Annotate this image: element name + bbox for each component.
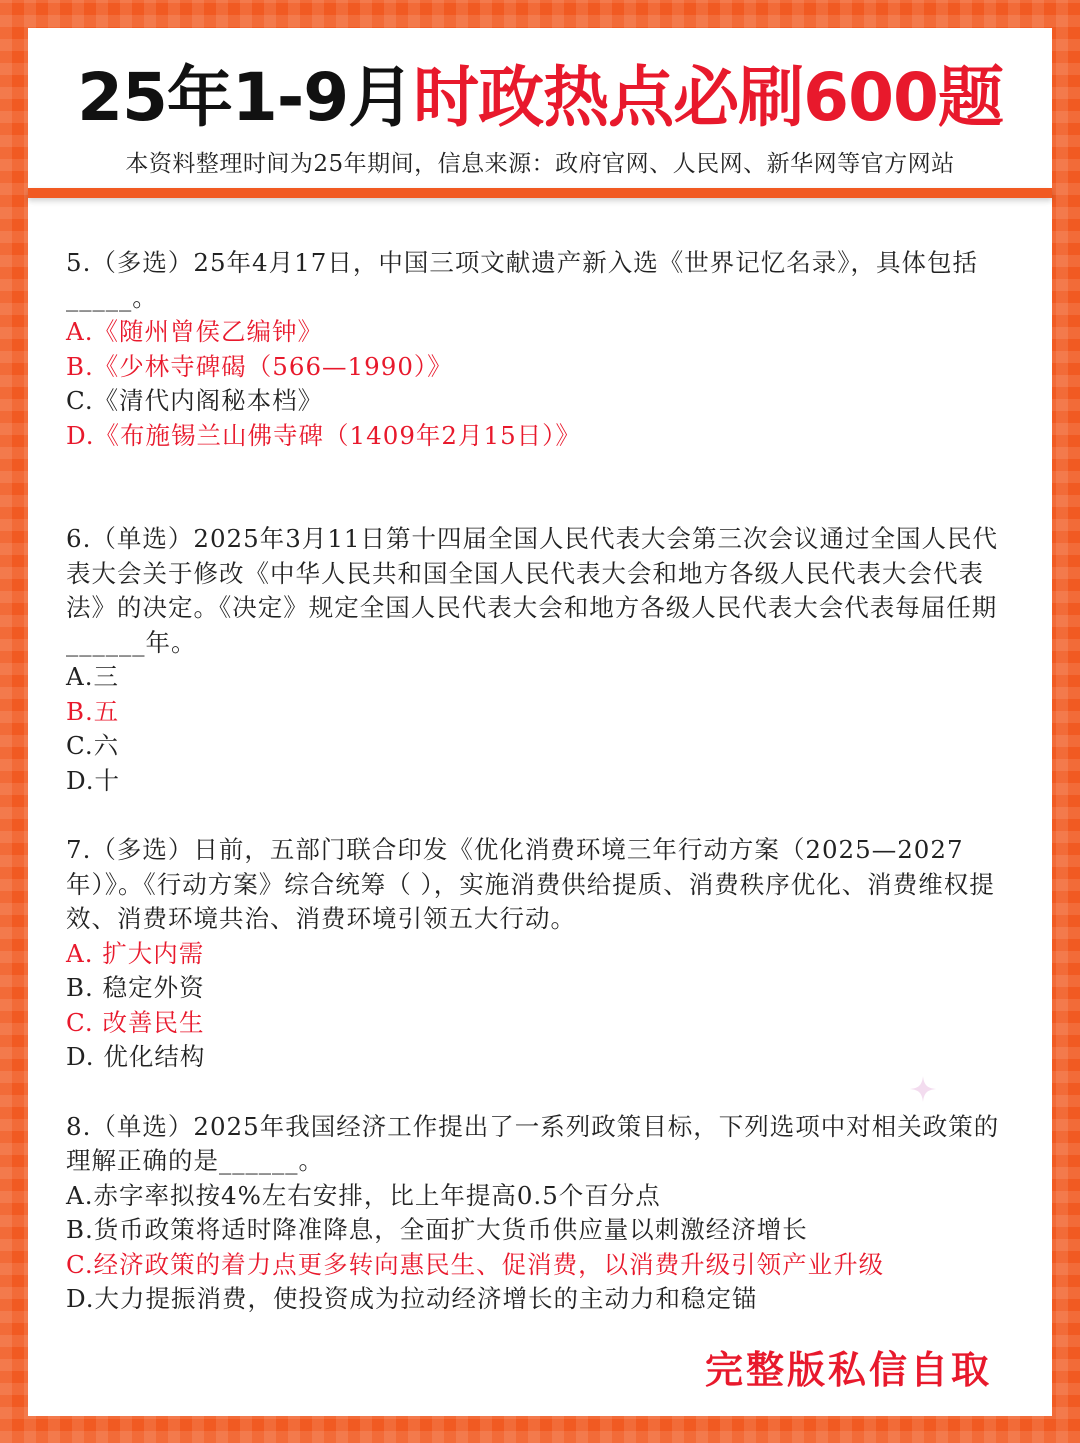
option-c: C.六 bbox=[66, 731, 120, 760]
option-d: D.大力提振消费，使投资成为拉动经济增长的主动力和稳定锚 bbox=[66, 1284, 758, 1313]
option-a: A.赤字率拟按4%左右安排，比上年提高0.5个百分点 bbox=[66, 1180, 661, 1210]
page-subtitle: 本资料整理时间为25年期间，信息来源：政府官网、人民网、新华网等官方网站 bbox=[125, 151, 955, 177]
option-c: C. 改善民生 bbox=[66, 1007, 205, 1037]
question-list bbox=[66, 246, 1006, 1317]
question-stem: 6.（单选）2025年3月11日第十四届全国人民代表大会第三次会议通过全国人民代表大会关于修改《中华人民共和国全国人民代表大会和地方各级人民代表大会代表法》的决定。《决定》规定全国人民代表大会和地方各级人民代表大会代表每届任期______年。 bbox=[66, 524, 998, 657]
header-divider bbox=[28, 188, 1052, 198]
question-stem: 8.（单选）2025年我国经济工作提出了一系列政策目标，下列选项中对相关政策的理解正确的是______。 bbox=[66, 1111, 1000, 1175]
title-topic: 时政热点必刷600题 bbox=[413, 59, 1003, 136]
question-5 bbox=[66, 246, 1006, 453]
question-stem: 5.（多选）25年4月17日，中国三项文献遗产新入选《世界记忆名录》，具体包括_____。 bbox=[66, 248, 979, 312]
question-7 bbox=[66, 833, 1006, 1075]
option-d: D.十 bbox=[66, 765, 121, 795]
question-stem: 7.（多选）日前，五部门联合印发《优化消费环境三年行动方案（2025—2027 年）》。《行动方案》综合统筹（ ），实施消费供给提质、消费秩序优化、消费维权提效、消费环境共治、消费环境引领五大行动。 bbox=[66, 835, 995, 933]
header bbox=[28, 28, 1052, 220]
document-card bbox=[28, 28, 1052, 1416]
title-date-range: 25年1-9月 bbox=[77, 59, 414, 136]
option-c: C.《清代内阁秘本档》 bbox=[66, 386, 324, 415]
spacer bbox=[66, 798, 1006, 833]
option-b: B.五 bbox=[66, 696, 120, 726]
option-b: B.《少林寺碑碣（566—1990）》 bbox=[66, 351, 453, 381]
spacer bbox=[66, 453, 1006, 522]
question-8 bbox=[66, 1110, 1006, 1317]
option-d: D.《布施锡兰山佛寺碑（1409年2月15日）》 bbox=[66, 420, 581, 450]
option-b: B.货币政策将适时降准降息，全面扩大货币供应量以刺激经济增长 bbox=[66, 1215, 808, 1244]
page-title bbox=[28, 58, 1052, 138]
option-a: A.三 bbox=[66, 662, 119, 691]
footer-call-to-action: 完整版私信自取 bbox=[704, 1347, 992, 1392]
option-a: A. 扩大内需 bbox=[66, 938, 205, 968]
option-a: A.《随州曾侯乙编钟》 bbox=[66, 317, 323, 346]
option-b: B. 稳定外资 bbox=[66, 973, 205, 1002]
sparkle-icon bbox=[910, 1076, 936, 1102]
option-c: C.经济政策的着力点更多转向惠民生、促消费，以消费升级引领产业升级 bbox=[66, 1249, 885, 1279]
spacer bbox=[66, 1075, 1006, 1110]
question-6 bbox=[66, 522, 1006, 798]
option-d: D. 优化结构 bbox=[66, 1042, 206, 1071]
